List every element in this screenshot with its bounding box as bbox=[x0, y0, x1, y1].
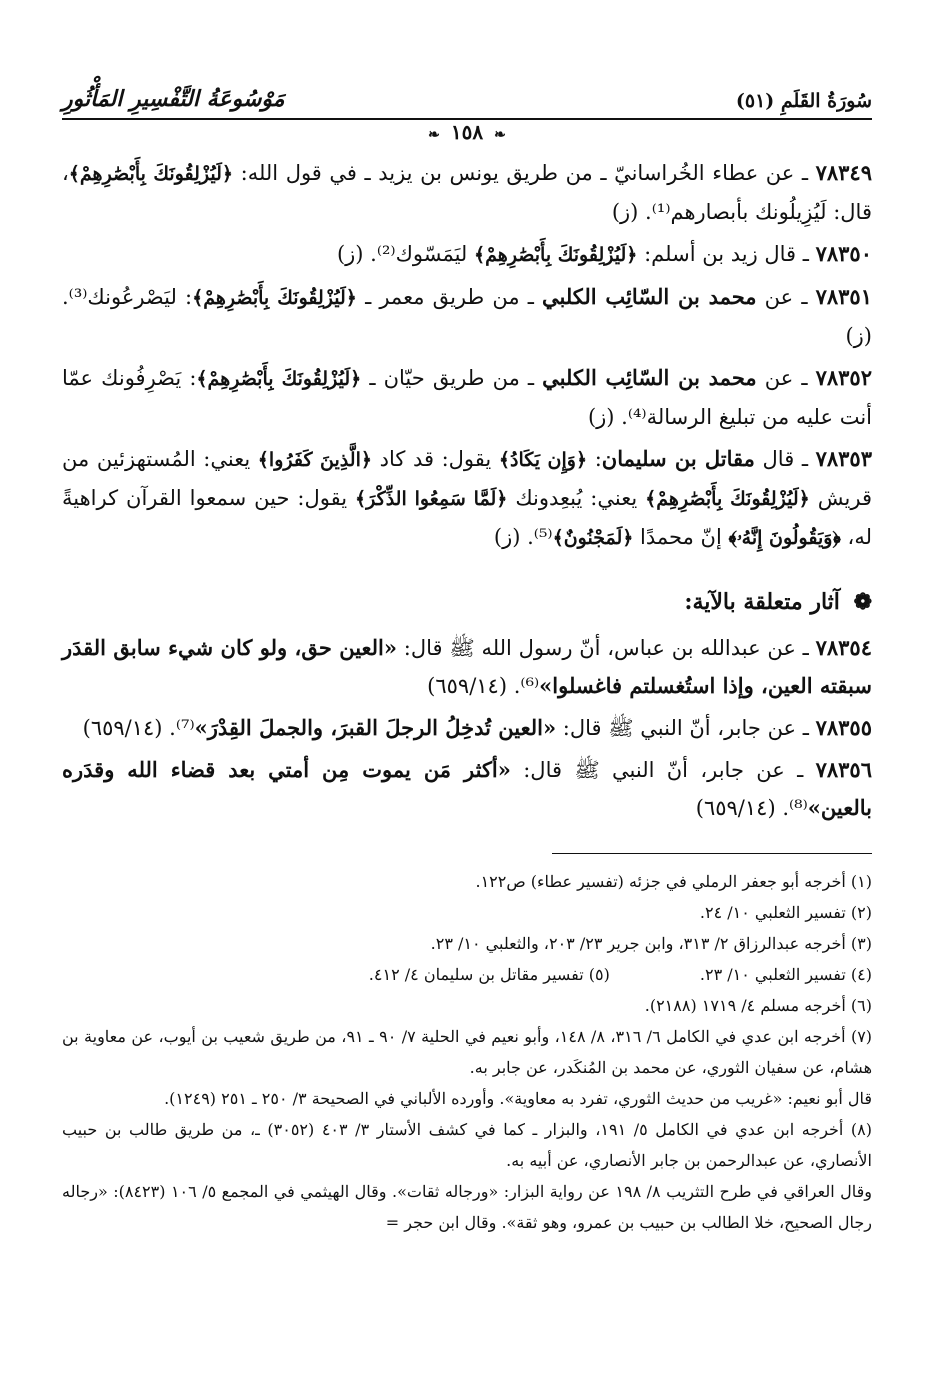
entry-number: ٧٨٣٥٠ bbox=[815, 241, 872, 266]
footnote-separator bbox=[552, 853, 872, 854]
source-ref: (ز) bbox=[587, 405, 615, 429]
quran-quote: ﴿لَيُزْلِقُونَكَ بِأَبْصَٰرِهِمْ﴾ bbox=[196, 368, 362, 390]
ornament-left: ❧ bbox=[428, 127, 440, 143]
tafsir-entry bbox=[62, 235, 872, 274]
entry-text: ⁽⁸⁾. bbox=[775, 796, 808, 820]
entry-text: ـ قال زيد بن أسلم: bbox=[637, 242, 816, 266]
entry-text: ـ من طريق حيّان ـ bbox=[361, 366, 543, 390]
narrator-name: محمد بن السّائِب الكلبي bbox=[542, 284, 757, 309]
entry-text: ⁽⁵⁾. bbox=[520, 525, 553, 549]
quran-quote: ﴿لَيُزْلِقُونَكَ بِأَبْصَٰرِهِمْ﴾ bbox=[474, 244, 638, 266]
hadith-entry bbox=[62, 751, 872, 827]
entry-number: ٧٨٣٥٥ bbox=[815, 715, 872, 740]
quran-quote: ﴿لَمَّا سَمِعُوا الذِّكْرَ﴾ bbox=[355, 488, 508, 510]
footnote-8: (٨) أخرجه ابن عدي في الكامل ٥/ ١٩١، والبزار ـ كما في كشف الأستار ٣/ ٤٠٣ (٣٠٥٢) ـ، من طريق طالب بن حبيب الأنصاري، عن عبدالرحمن بن جابر الأنصاري، عن أبيه به. bbox=[62, 1120, 873, 1170]
quran-quote: ﴿لَمَجْنُونٌ﴾ bbox=[552, 527, 634, 549]
quran-quote: ﴿لَيُزْلِقُونَكَ بِأَبْصَٰرِهِمْ﴾ bbox=[68, 163, 234, 185]
entry-text: يعني: المُستهزئين من قريش bbox=[62, 447, 873, 510]
page-number-box bbox=[414, 120, 520, 144]
source-ref: (ز) bbox=[845, 324, 872, 348]
running-header bbox=[62, 60, 872, 144]
ornament-right: ❧ bbox=[494, 127, 506, 143]
entry-number: ٧٨٣٥٢ bbox=[815, 365, 872, 390]
book-page bbox=[62, 60, 872, 1238]
source-ref: (٦٥٩/١٤) bbox=[695, 796, 776, 820]
hadith-text: «العين حق، ولو كان شيء سابق القدَر سبقته العين، وإذا استُغسلتم فاغسلوا» bbox=[62, 635, 872, 698]
entry-text: ـ عن جابر، أنّ النبي ﷺ قال: bbox=[556, 716, 816, 740]
tafsir-entry bbox=[62, 440, 872, 557]
entry-text: ـ من طريق معمر ـ bbox=[356, 285, 542, 309]
section-title: آثار متعلقة بالآية: bbox=[684, 589, 840, 615]
entry-text: : bbox=[587, 447, 602, 471]
entry-text: : ليَصْرعُونك⁽³⁾. bbox=[62, 285, 193, 309]
hadith-entries bbox=[62, 629, 872, 827]
footnotes bbox=[62, 866, 872, 1238]
quran-quote: ﴿وَإِن يَكَادُ﴾ bbox=[498, 449, 588, 471]
section-heading bbox=[62, 583, 872, 621]
entry-text: ـ عن bbox=[756, 285, 816, 309]
entry-number: ٧٨٣٥١ bbox=[815, 284, 872, 309]
footnote-5: (٥) تفسير مقاتل بن سليمان ٤/ ٤١٢. bbox=[368, 965, 610, 984]
narrator-name: مقاتل بن سليمان bbox=[601, 446, 755, 471]
source-ref: (ز) bbox=[493, 525, 521, 549]
entry-text: ليَمَسّوك⁽²⁾. bbox=[363, 242, 475, 266]
quran-quote: ﴿وَيَقُولُونَ إِنَّهُۥ﴾ bbox=[728, 527, 841, 549]
source-ref: (ز) bbox=[611, 200, 639, 224]
hadith-text: «العين تُدخِلُ الرجلَ القبرَ، والجملَ القِدْرَ» bbox=[194, 715, 557, 740]
entry-number: ٧٨٣٥٦ bbox=[815, 757, 872, 782]
entry-text: يقول: حين سمعوا القرآن كراهيةً له، bbox=[62, 486, 872, 549]
entry-text: ـ عن bbox=[756, 366, 816, 390]
entry-text: يعني: يُبعِدونك bbox=[507, 486, 646, 510]
quran-quote: ﴿الَّذِينَ كَفَرُوا﴾ bbox=[257, 449, 372, 471]
entry-text: : يَصْرِفُونك عمّا أنت عليه من تبليغ الرسالة⁽⁴⁾. bbox=[62, 366, 872, 429]
entry-text: ⁽⁶⁾. bbox=[507, 674, 540, 698]
tafsir-entry bbox=[62, 359, 872, 436]
hadith-entry bbox=[62, 709, 872, 747]
hadith-text: «أكثر مَن يموت مِن أمتي بعد قضاء الله وقدَره بالعين» bbox=[62, 757, 872, 820]
source-ref: (٦٥٩/١٤) bbox=[82, 716, 163, 740]
page-number: ١٥٨ bbox=[450, 120, 484, 144]
footnote-7-note: قال أبو نعيم: «غريب من حديث الثوري، تفرد به معاوية». وأورده الألباني في الصحيحة ٣/ ٢٥٠ ـ ٢٥١ (١٢٤٩). bbox=[164, 1089, 872, 1108]
entry-text: ـ عن عطاء الخُراسانيّ ـ من طريق يونس بن يزيد ـ في قول الله: bbox=[233, 161, 816, 185]
entry-text: يقول: قد كاد bbox=[372, 447, 499, 471]
entry-text: ـ عن جابر، أنّ النبي ﷺ قال: bbox=[510, 758, 816, 782]
book-title: مَوْسُوعَةُ التَّفْسِيرِ المَأْثُورِ bbox=[62, 86, 285, 112]
footnote-2: (٢) تفسير الثعلبي ١٠/ ٢٤. bbox=[699, 903, 872, 922]
surah-title: سُورَةُ القَلَمِ (٥١) bbox=[735, 90, 872, 112]
entry-number: ٧٨٣٥٣ bbox=[815, 446, 872, 471]
tafsir-entries bbox=[62, 154, 872, 557]
entry-text: ⁽⁷⁾. bbox=[162, 716, 195, 740]
quran-quote: ﴿لَيُزْلِقُونَكَ بِأَبْصَٰرِهِمْ﴾ bbox=[645, 488, 810, 510]
footnote-6: (٦) أخرجه مسلم ٤/ ١٧١٩ (٢١٨٨). bbox=[644, 996, 872, 1015]
tafsir-entry bbox=[62, 154, 872, 231]
source-ref: (٦٥٩/١٤) bbox=[427, 674, 508, 698]
footnote-7: (٧) أخرجه ابن عدي في الكامل ٦/ ٣١٦، ٨/ ١٤٨، وأبو نعيم في الحلية ٧/ ٩٠ ـ ٩١، من طريق شعيب بن أيوب، عن معاوية بن هشام، عن سفيان الثوري، عن محمد بن المُنكَدر، عن جابر به. bbox=[62, 1027, 873, 1077]
narrator-name: محمد بن السّائِب الكلبي bbox=[542, 365, 757, 390]
footnote-3: (٣) أخرجه عبدالرزاق ٢/ ٣١٣، وابن جرير ٢٣/ ٢٠٣، والثعلبي ١٠/ ٢٣. bbox=[430, 934, 872, 953]
footnote-4: (٤) تفسير الثعلبي ١٠/ ٢٣. bbox=[699, 965, 872, 984]
hadith-entry bbox=[62, 629, 872, 705]
entry-text: ، قال: لَيُزِيلُونك بأبصارهم⁽¹⁾. bbox=[62, 161, 872, 224]
main-text bbox=[62, 154, 872, 827]
flower-icon: ❁ bbox=[853, 589, 872, 615]
footnote-1: (١) أخرجه أبو جعفر الرملي في جزئه (تفسير عطاء) ص١٢٢. bbox=[475, 872, 872, 891]
entry-number: ٧٨٣٤٩ bbox=[815, 160, 872, 185]
entry-text: ـ قال bbox=[754, 447, 816, 471]
tafsir-entry bbox=[62, 278, 872, 355]
quran-quote: ﴿لَيُزْلِقُونَكَ بِأَبْصَٰرِهِمْ﴾ bbox=[192, 287, 357, 309]
footnote-row-4-5 bbox=[62, 959, 872, 990]
entry-text: إنّ محمدًا bbox=[633, 525, 729, 549]
entry-number: ٧٨٣٥٤ bbox=[815, 635, 872, 660]
entry-text: ـ عن عبدالله بن عباس، أنّ رسول الله ﷺ قال: bbox=[397, 636, 816, 660]
source-ref: (ز) bbox=[336, 242, 364, 266]
footnote-8-note: وقال العراقي في طرح التثريب ٨/ ١٩٨ عن رواية البزار: «ورجاله ثقات». وقال الهيثمي في المجمع ٥/ ١٠٦ (٨٤٢٣): «رجاله رجال الصحيح، خلا الطالب بن حبيب بن عمرو، وهو ثقة». وقال ابن حجر = bbox=[62, 1182, 873, 1232]
